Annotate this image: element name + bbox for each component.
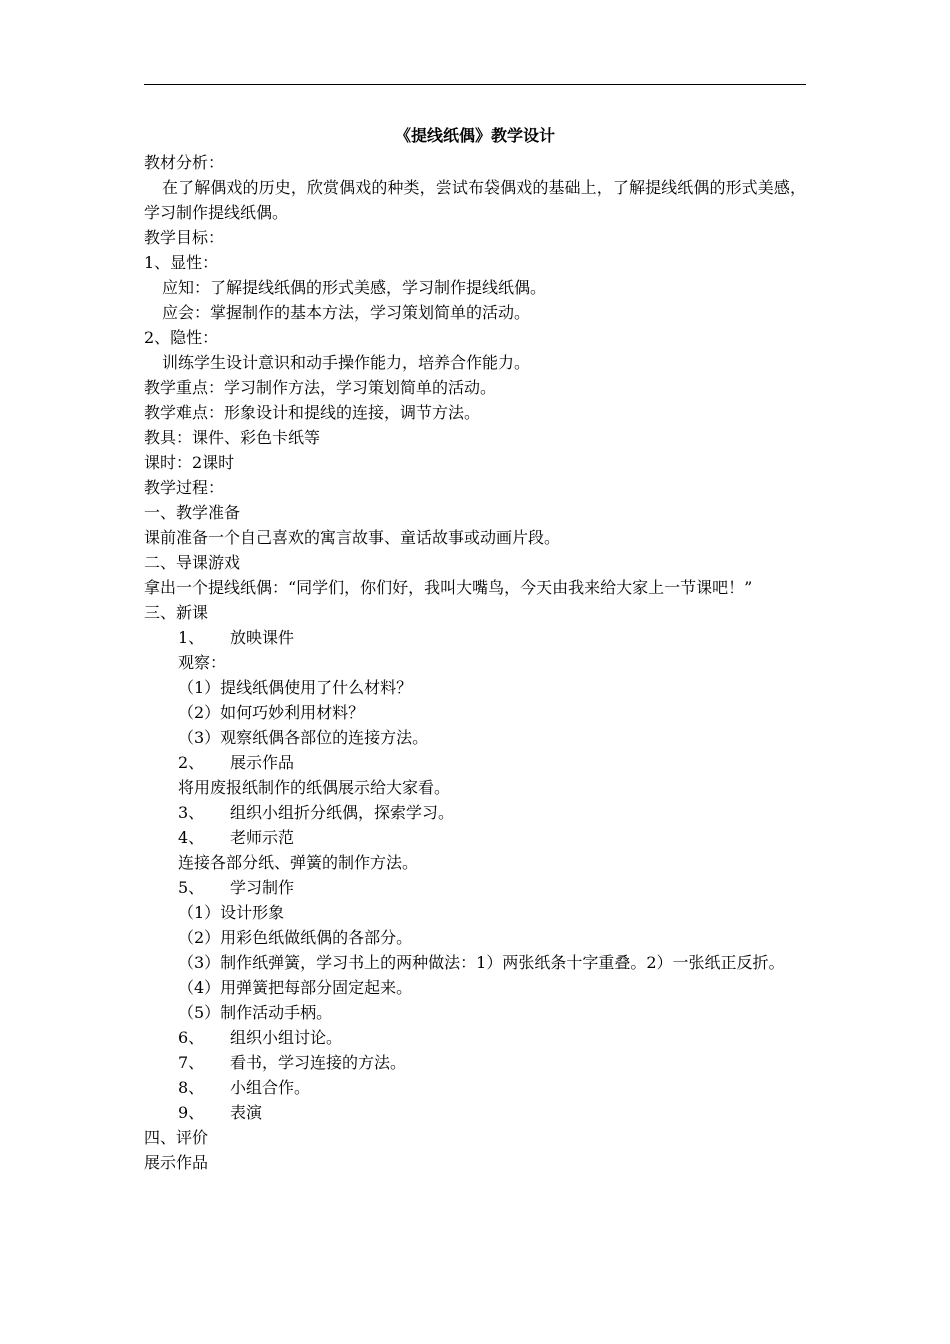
- item-text: 连接各部分纸、弹簧的制作方法。: [178, 853, 419, 872]
- step3-heading: 三、新课: [144, 603, 209, 622]
- item-label: 组织小组折分纸偶，探索学习。: [230, 803, 455, 822]
- tools: 教具：课件、彩色卡纸等: [144, 428, 321, 447]
- analysis-heading: 教材分析：: [144, 153, 225, 172]
- item-label: 组织小组讨论。: [230, 1028, 343, 1047]
- list-item: [144, 750, 806, 775]
- item-number: 4、: [178, 828, 205, 847]
- step2-heading: 二、导课游戏: [144, 553, 241, 572]
- observe-question: （3）观察纸偶各部位的连接方法。: [178, 728, 429, 747]
- item-number: 1、: [178, 628, 205, 647]
- list-item: [144, 1100, 806, 1125]
- goals-heading: 教学目标：: [144, 228, 225, 247]
- item-text: 将用废报纸制作的纸偶展示给大家看。: [178, 778, 451, 797]
- make-step: （1）设计形象: [178, 903, 285, 922]
- hours: 课时：2课时: [144, 453, 235, 472]
- item-number: 6、: [178, 1028, 205, 1047]
- step1-heading: 一、教学准备: [144, 503, 241, 522]
- observe-question: （2）如何巧妙利用材料？: [178, 703, 365, 722]
- difficulty: 教学难点：形象设计和提线的连接，调节方法。: [144, 403, 481, 422]
- key-point: 教学重点：学习制作方法，学习策划简单的活动。: [144, 378, 497, 397]
- item-number: 8、: [178, 1078, 205, 1097]
- item-label: 学习制作: [230, 878, 295, 897]
- list-item: [144, 1025, 806, 1050]
- step1-text: 课前准备一个自己喜欢的寓言故事、童话故事或动画片段。: [144, 528, 561, 547]
- item-label: 老师示范: [230, 828, 295, 847]
- make-step: （2）用彩色纸做纸偶的各部分。: [178, 928, 413, 947]
- make-step: （5）制作活动手柄。: [178, 1003, 333, 1022]
- item-label: 表演: [230, 1103, 263, 1122]
- list-item: [144, 1075, 806, 1100]
- item-number: 9、: [178, 1103, 205, 1122]
- implicit-heading: 2、隐性：: [144, 328, 219, 347]
- item-number: 7、: [178, 1053, 205, 1072]
- observe-question: （1）提线纸偶使用了什么材料？: [178, 678, 413, 697]
- item-label: 看书，学习连接的方法。: [230, 1053, 407, 1072]
- make-step: （3）制作纸弹簧，学习书上的两种做法：1）两张纸条十字重叠。2）一张纸正反折。: [178, 953, 785, 972]
- item-number: 3、: [178, 803, 205, 822]
- explicit-can: 应会：掌握制作的基本方法，学习策划简单的活动。: [162, 303, 531, 322]
- item-number: 5、: [178, 878, 205, 897]
- step2-text: 拿出一个提线纸偶：“同学们，你们好，我叫大嘴鸟，今天由我来给大家上一节课吧！”: [144, 578, 753, 597]
- header-rule: [144, 84, 806, 85]
- list-item: [144, 1050, 806, 1075]
- explicit-know: 应知：了解提线纸偶的形式美感，学习制作提线纸偶。: [162, 278, 547, 297]
- list-item: [144, 800, 806, 825]
- implicit-text: 训练学生设计意识和动手操作能力，培养合作能力。: [162, 353, 531, 372]
- step4-heading: 四、评价: [144, 1128, 209, 1147]
- document-body: [144, 150, 806, 1175]
- list-item: [144, 875, 806, 900]
- analysis-text: 在了解偶戏的历史，欣赏偶戏的种类，尝试布袋偶戏的基础上，了解提线纸偶的形式美感，学习制作提线纸偶。: [144, 178, 806, 222]
- step4-text: 展示作品: [144, 1153, 209, 1172]
- item-number: 2、: [178, 753, 205, 772]
- list-item: [144, 625, 806, 650]
- make-step: （4）用弹簧把每部分固定起来。: [178, 978, 413, 997]
- item-label: 展示作品: [230, 753, 295, 772]
- document-title: 《提线纸偶》教学设计: [394, 126, 555, 145]
- explicit-heading: 1、显性：: [144, 253, 219, 272]
- observe-label: 观察：: [178, 653, 227, 672]
- item-label: 放映课件: [230, 628, 295, 647]
- process-heading: 教学过程：: [144, 478, 225, 497]
- list-item: [144, 825, 806, 850]
- item-label: 小组合作。: [230, 1078, 311, 1097]
